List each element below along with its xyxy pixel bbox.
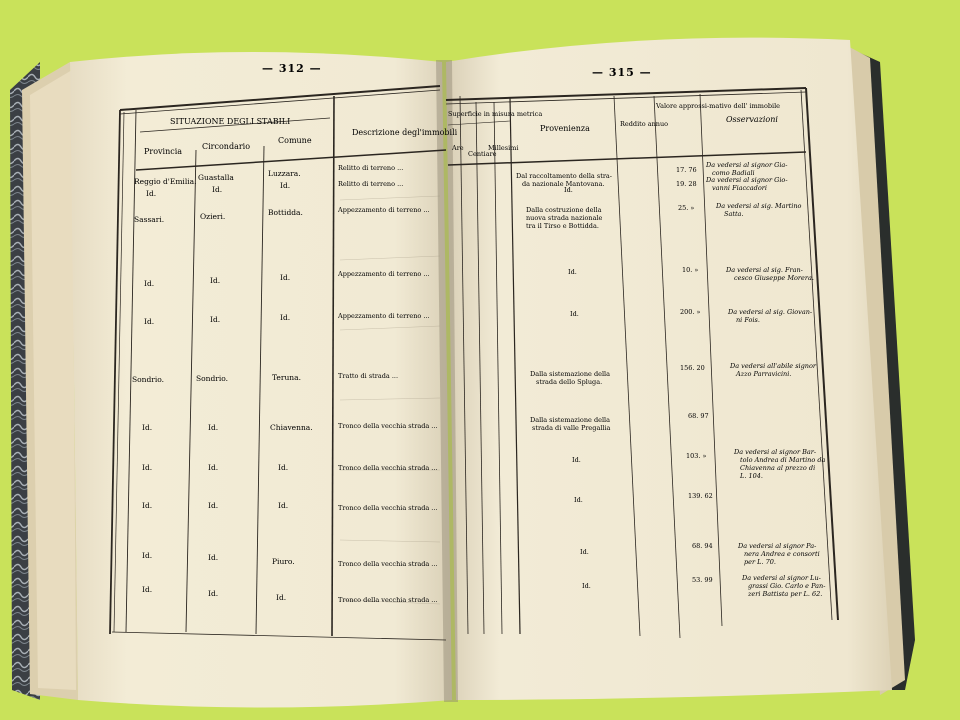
left-row-provincia: Id. [142,585,153,594]
right-row-osservazioni: Da vedersi al sig. Fran- [726,266,803,274]
right-row-osservazioni-line2: como Badiali [712,169,755,177]
right-row-provenienza-line3: tra il Tirso e Bottidda. [526,222,599,230]
left-row-circondario: Id. [212,185,223,194]
left-row-circondario: Id. [210,315,221,324]
right-row-osservazioni-line2: nera Andrea e consorti [744,550,820,558]
right-row-provenienza: Id. [570,310,579,318]
right-row-valore: 25. » [678,204,695,212]
left-row-descrizione: Relitto di terreno ... [338,164,404,172]
right-row-provenienza-line2: strada di valle Pregallia [532,424,611,432]
left-row-circondario: Guastalla [198,173,234,182]
left-row-circondario: Id. [208,463,219,472]
right-row-valore: 139. 62 [688,492,713,500]
right-row-osservazioni: Da vedersi al signor Bar- [734,448,817,456]
right-row-provenienza: Id. [582,582,591,590]
right-row-osservazioni-line2: Azzo Parravicini. [736,370,792,378]
right-header-centiare: Centiare [468,150,497,158]
left-row-provincia: Sassari. [134,215,165,224]
right-row-valore: 68. 97 [688,412,709,420]
right-row-osservazioni: Da vedersi all'abile signor [730,362,816,370]
right-page-number: — 315 — [592,66,652,79]
right-row-osservazioni-line3: per L. 70. [744,558,776,566]
left-header-circondario: Circondario [202,142,251,151]
right-row-osservazioni: Da vedersi al signor Gio- [706,176,788,184]
right-row-osservazioni-line2: vanni Fiaccadori [712,184,767,192]
left-row-provincia: Id. [144,279,155,288]
left-row-descrizione: Appezzamento di terreno ... [338,270,430,278]
right-row-osservazioni: Da vedersi al signor Lu- [742,574,821,582]
left-row-comune: Id. [280,313,291,322]
right-row-osservazioni-line3: Chiavenna al prezzo di [740,464,816,472]
right-header-reddito: Reddito annuo [620,120,669,128]
left-row-comune: Id. [278,463,289,472]
left-row-provincia: Id. [142,423,153,432]
left-row-comune: Id. [276,593,287,602]
left-row-provincia: Reggio d'Emilia. [134,177,197,186]
right-row-provenienza: Id. [580,548,589,556]
right-header-provenienza: Provenienza [540,124,590,133]
right-row-provenienza-line2: nuova strada nazionale [526,214,603,222]
right-header-superficie: Superficie in misura metrica [448,110,543,118]
right-header-valore: Valore approssi-mativo dell' immobile [656,102,781,110]
right-row-valore: 103. » [686,452,707,460]
right-row-osservazioni: Da vedersi al sig. Giovan- [728,308,813,316]
left-row-circondario: Ozieri. [200,212,226,221]
right-row-osservazioni: Da vedersi al signor Gia- [706,161,788,169]
left-row-descrizione: Appezzamento di terreno ... [338,206,430,214]
right-row-provenienza: Id. [568,268,577,276]
left-row-comune: Id. [280,181,291,190]
left-row-provincia: Id. [142,463,153,472]
left-row-circondario: Id. [208,501,219,510]
right-row-osservazioni-line2: grassi Gio. Carlo e Pan- [748,582,826,590]
right-row-osservazioni: Da vedersi al signor Pa- [738,542,817,550]
left-row-descrizione: Tratto di strada ... [338,372,399,380]
left-row-provincia: Id. [142,501,153,510]
left-header-provincia: Provincia [144,147,183,156]
left-row-descrizione: Appezzamento di terreno ... [338,312,430,320]
right-row-provenienza: Id. [572,456,581,464]
right-row-valore: 17. 76 [676,166,697,174]
left-row-comune: Chiavenna. [270,423,313,432]
right-row-osservazioni-line2: cesco Giuseppe Morera. [734,274,814,282]
right-row-provenienza: Dalla sistemazione della [530,370,610,378]
left-header-descrizione: Descrizione degl'immobili [352,128,458,137]
right-row-valore: 19. 28 [676,180,697,188]
left-header-comune: Comune [278,136,312,145]
left-row-circondario: Id. [208,589,219,598]
left-row-descrizione: Tronco della vecchia strada ... [338,596,438,604]
left-row-descrizione: Tronco della vecchia strada ... [338,422,438,430]
left-row-circondario: Sondrio. [196,374,229,383]
left-row-comune: Luzzara. [268,169,301,178]
left-row-provincia: Sondrio. [132,375,165,384]
left-row-circondario: Id. [208,553,219,562]
left-row-comune: Bottidda. [268,208,303,217]
right-row-valore: 68. 94 [692,542,713,550]
right-row-osservazioni-line3: zeri Battista per L. 62. [748,590,823,598]
left-row-provincia: Id. [142,551,153,560]
left-row-descrizione: Tronco della vecchia strada ... [338,504,438,512]
right-row-provenienza: Id. [564,186,573,194]
left-row-comune: Teruna. [272,373,301,382]
right-row-valore: 200. » [680,308,701,316]
right-row-osservazioni-line2: ni Fois. [736,316,760,324]
right-row-provenienza: Id. [574,496,583,504]
left-row-descrizione: Tronco della vecchia strada ... [338,560,438,568]
left-row-provincia: Id. [146,189,157,198]
right-row-provenienza: Dal raccoltamento della stra- [516,172,612,180]
left-row-comune: Id. [280,273,291,282]
right-row-osservazioni-line4: L. 104. [740,472,763,480]
right-row-provenienza: Dalla costruzione della [526,206,602,214]
left-row-comune: Piuro. [272,557,295,566]
left-row-descrizione: Tronco della vecchia strada ... [338,464,438,472]
right-row-valore: 10. » [682,266,699,274]
left-header-group-title: SITUAZIONE DEGLI STABILI [170,117,291,126]
right-page [446,38,892,700]
right-row-provenienza-line2: strada dello Spluga. [536,378,603,386]
right-header-are: Are [452,144,464,152]
right-row-provenienza-line2: da nazionale Mantovana. [522,180,605,188]
right-header-millesimi: Millesimi [488,144,519,152]
left-page-number: — 312 — [262,62,322,75]
left-row-descrizione: Relitto di terreno ... [338,180,404,188]
left-row-comune: Id. [278,501,289,510]
left-row-provincia: Id. [144,317,155,326]
right-header-osservazioni: Osservazioni [726,115,778,124]
left-row-circondario: Id. [210,276,221,285]
right-row-osservazioni: Da vedersi al sig. Martino [716,202,802,210]
right-row-valore: 53. 99 [692,576,713,584]
left-row-circondario: Id. [208,423,219,432]
right-row-valore: 156. 20 [680,364,705,372]
right-row-osservazioni-line2: Satta. [724,210,744,218]
right-row-osservazioni-line2: tolo Andrea di Martino da [740,456,826,464]
right-row-provenienza: Dalla sistemazione della [530,416,610,424]
